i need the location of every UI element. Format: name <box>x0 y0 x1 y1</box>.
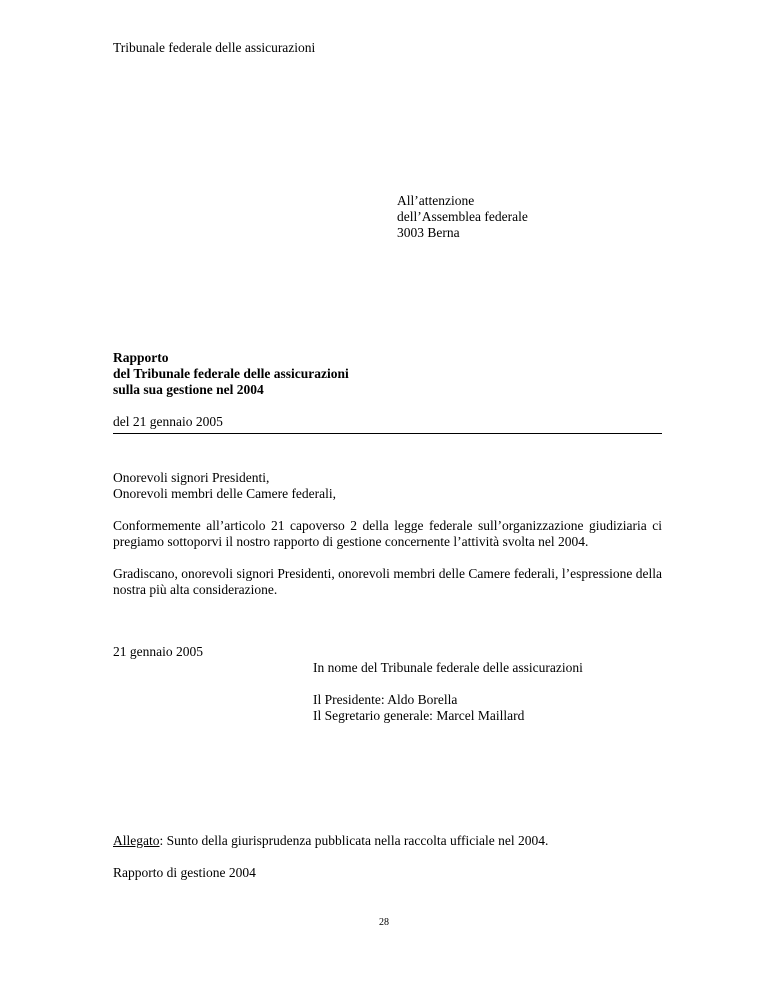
attachment-line <box>113 833 548 849</box>
address-line-3: 3003 Berna <box>397 225 460 240</box>
closing-on-behalf: In nome del Tribunale federale delle assicurazioni <box>313 660 583 675</box>
closing-date: 21 gennaio 2005 <box>113 644 203 659</box>
attachment-label: Allegato <box>113 833 160 848</box>
signatory-president: Il Presidente: Aldo Borella <box>313 692 458 707</box>
title-line-3: sulla sua gestione nel 2004 <box>113 382 264 397</box>
page-number: 28 <box>379 917 389 928</box>
attachment-text: : Sunto della giurisprudenza pubblicata nella raccolta ufficiale nel 2004. <box>159 833 549 848</box>
signatory-secretary: Il Segretario generale: Marcel Maillard <box>313 708 525 723</box>
salutation-line-2: Onorevoli membri delle Camere federali, <box>113 486 337 501</box>
address-line-2: dell’Assemblea federale <box>397 209 528 224</box>
horizontal-rule <box>113 433 662 434</box>
paragraph-1: Conformemente all’articolo 21 capoverso 2 della legge federale sull’organizzazione giudiziaria ci pregiamo sottoporvi il nostro rapporto di gestione concernente l’attività svolta nel 2004. <box>113 518 662 549</box>
paragraph-2: Gradiscano, onorevoli signori Presidenti, onorevoli membri delle Camere federali, l’espressione della nostra più alta considerazione. <box>113 566 662 597</box>
address-line-1: All’attenzione <box>397 193 475 208</box>
footer-report: Rapporto di gestione 2004 <box>113 865 256 880</box>
title-line-1: Rapporto <box>113 350 169 365</box>
header-institution: Tribunale federale delle assicurazioni <box>113 40 316 55</box>
date-line: del 21 gennaio 2005 <box>113 414 223 429</box>
salutation-line-1: Onorevoli signori Presidenti, <box>113 470 270 485</box>
title-line-2: del Tribunale federale delle assicurazioni <box>113 366 349 381</box>
